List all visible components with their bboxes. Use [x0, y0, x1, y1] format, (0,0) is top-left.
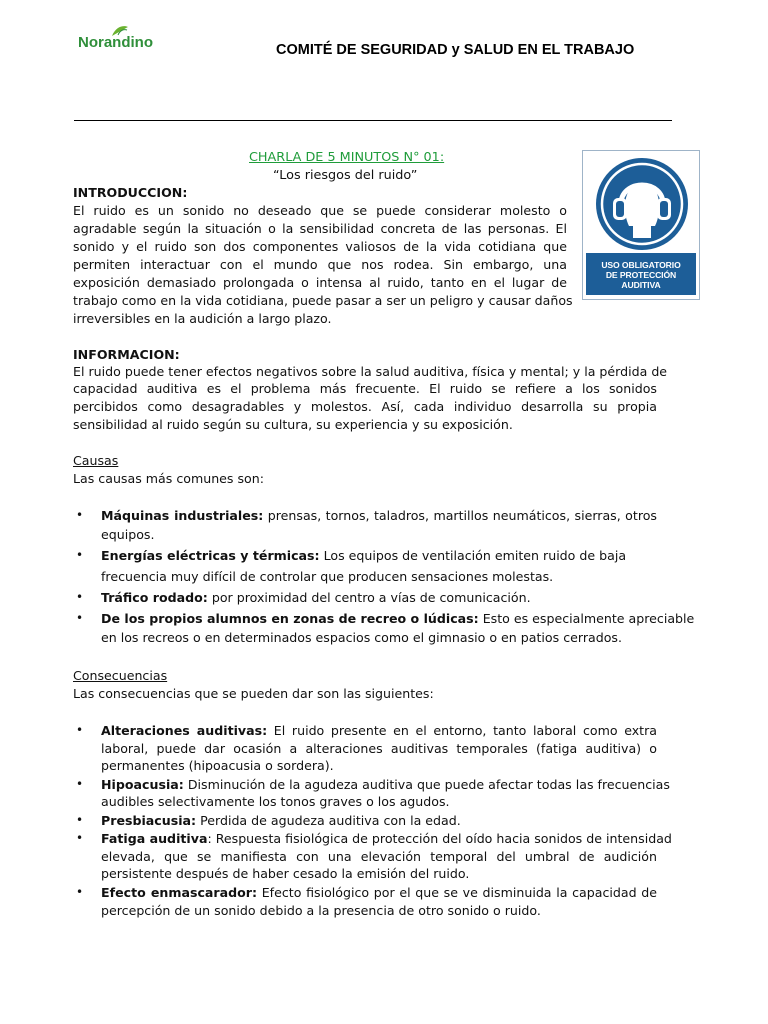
intro-line: trabajo como en la vida cotidiana, puede pasar a ser un peligro y causar daños	[73, 293, 573, 308]
hearing-protection-sign	[582, 150, 700, 300]
bullet-icon: •	[76, 611, 84, 625]
consecuencia-item	[101, 723, 657, 739]
consecuencia-item-cont: persistente después de haber cesado la emisión del ruido.	[101, 866, 470, 881]
intro-line: permiten interactuar con el mundo que nos rodea. Sin embargo, una	[73, 257, 567, 272]
bullet-icon: •	[76, 885, 84, 899]
consecuencia-item-text: Disminución de la agudeza auditiva que puede afectar todas las frecuencias	[183, 777, 670, 792]
consecuencia-item	[101, 831, 672, 847]
info-line: capacidad auditiva es el problema más frecuente. El ruido se refiere a los sonidos	[73, 381, 657, 396]
header-title: COMITÉ DE SEGURIDAD y SALUD EN EL TRABAJO	[276, 42, 635, 58]
logo-text: Norandino	[78, 34, 153, 51]
consecuencia-item-cont: percepción de un sonido debido a la presencia de otro sonido o ruido.	[101, 903, 541, 918]
consecuencias-heading: Consecuencias	[73, 668, 168, 683]
intro-line: irreversibles en la audición a largo plazo.	[73, 311, 332, 326]
causa-item-text: por proximidad del centro a vías de comunicación.	[207, 590, 531, 605]
info-line: El ruido puede tener efectos negativos sobre la salud auditiva, física y mental; y la pérdida de	[73, 364, 668, 379]
causa-item-cont: equipos.	[101, 527, 155, 542]
causa-item	[101, 590, 531, 606]
bullet-icon: •	[76, 590, 84, 604]
bullet-icon: •	[76, 548, 84, 562]
causa-item-text: Esto es especialmente apreciable	[478, 611, 695, 626]
causa-item	[101, 611, 694, 627]
consecuencia-item	[101, 777, 670, 793]
consecuencia-item-label: Fatiga auditiva	[101, 831, 208, 846]
bullet-icon: •	[76, 508, 84, 522]
consecuencias-intro: Las consecuencias que se pueden dar son las siguientes:	[73, 686, 434, 701]
consecuencia-item-text: : Respuesta fisiológica de protección del oído hacia sonidos de intensidad	[207, 831, 672, 846]
causa-item-label: Máquinas industriales:	[101, 508, 264, 523]
consecuencia-item-cont: laboral, puede dar ocasión a alteraciones auditivas temporales (fatiga auditiva) o	[101, 741, 657, 756]
consecuencia-item-label: Presbiacusia:	[101, 813, 197, 828]
consecuencia-item	[101, 813, 461, 829]
info-heading: INFORMACION:	[73, 347, 180, 362]
intro-line: agradable según la situación o la sensibilidad concreta de las personas. El	[73, 221, 567, 236]
consecuencia-item-text: Efecto fisiológico por el que se ve disminuida la capacidad de	[257, 885, 657, 900]
causa-item-label: De los propios alumnos en zonas de recreo o lúdicas:	[101, 611, 479, 626]
causa-item-cont: en los recreos o en determinados espacios como el gimnasio o en patios cerrados.	[101, 630, 622, 645]
consecuencia-item-cont: audibles selectivamente los tonos graves o los agudos.	[101, 794, 450, 809]
talk-title: CHARLA DE 5 MINUTOS N° 01:	[249, 150, 445, 165]
consecuencia-item-cont: elevada, que se manifiesta con una elevación temporal del umbral de audición	[101, 849, 657, 864]
consecuencia-item-text: El ruido presente en el entorno, tanto laboral como extra	[267, 723, 658, 738]
bullet-icon: •	[76, 813, 84, 827]
consecuencia-item-label: Alteraciones auditivas:	[101, 723, 268, 738]
intro-line: El ruido es un sonido no deseado que se puede considerar molesto o	[73, 203, 567, 218]
consecuencia-item	[101, 885, 657, 901]
causa-item	[101, 548, 626, 564]
header-divider	[74, 120, 672, 121]
intro-line: exposición demasiado prolongada o intensa al ruido, tanto en el lugar de	[73, 275, 567, 290]
consecuencia-item-cont: permanentes (hipoacusia o sordera).	[101, 758, 334, 773]
info-line: percibidos como desagradables y molestos. Así, cada individuo desarrolla su propia	[73, 399, 657, 414]
causa-item-text: Los equipos de ventilación emiten ruido de baja	[319, 548, 627, 563]
consecuencia-item-text: Perdida de agudeza auditiva con la edad.	[196, 813, 461, 828]
talk-subtitle: “Los riesgos del ruido”	[273, 168, 418, 183]
causas-intro: Las causas más comunes son:	[73, 471, 264, 486]
bullet-icon: •	[76, 777, 84, 791]
sign-line-3: AUDITIVA	[621, 280, 661, 290]
info-line: sensibilidad al ruido según su cultura, su experiencia y su exposición.	[73, 417, 513, 432]
causa-item-label: Tráfico rodado:	[101, 590, 208, 605]
bullet-icon: •	[76, 723, 84, 737]
consecuencia-item-label: Hipoacusia:	[101, 777, 184, 792]
intro-line: sonido y el ruido son dos componentes valiosos de la vida cotidiana que	[73, 239, 567, 254]
sign-line-2: DE PROTECCIÓN	[605, 270, 677, 280]
causa-item-cont: frecuencia muy difícil de controlar que producen sensaciones molestas.	[101, 569, 554, 584]
causa-item-label: Energías eléctricas y térmicas:	[101, 548, 320, 563]
causa-item	[101, 508, 657, 524]
sign-label-panel	[586, 253, 696, 295]
consecuencia-item-label: Efecto enmascarador:	[101, 885, 258, 900]
sign-line-1: USO OBLIGATORIO	[601, 260, 681, 270]
intro-heading: INTRODUCCION:	[73, 185, 188, 200]
bullet-icon: •	[76, 831, 84, 845]
causa-item-text: prensas, tornos, taladros, martillos neumáticos, sierras, otros	[263, 508, 657, 523]
causas-heading: Causas	[73, 453, 119, 468]
ear-protection-icon	[589, 156, 695, 252]
